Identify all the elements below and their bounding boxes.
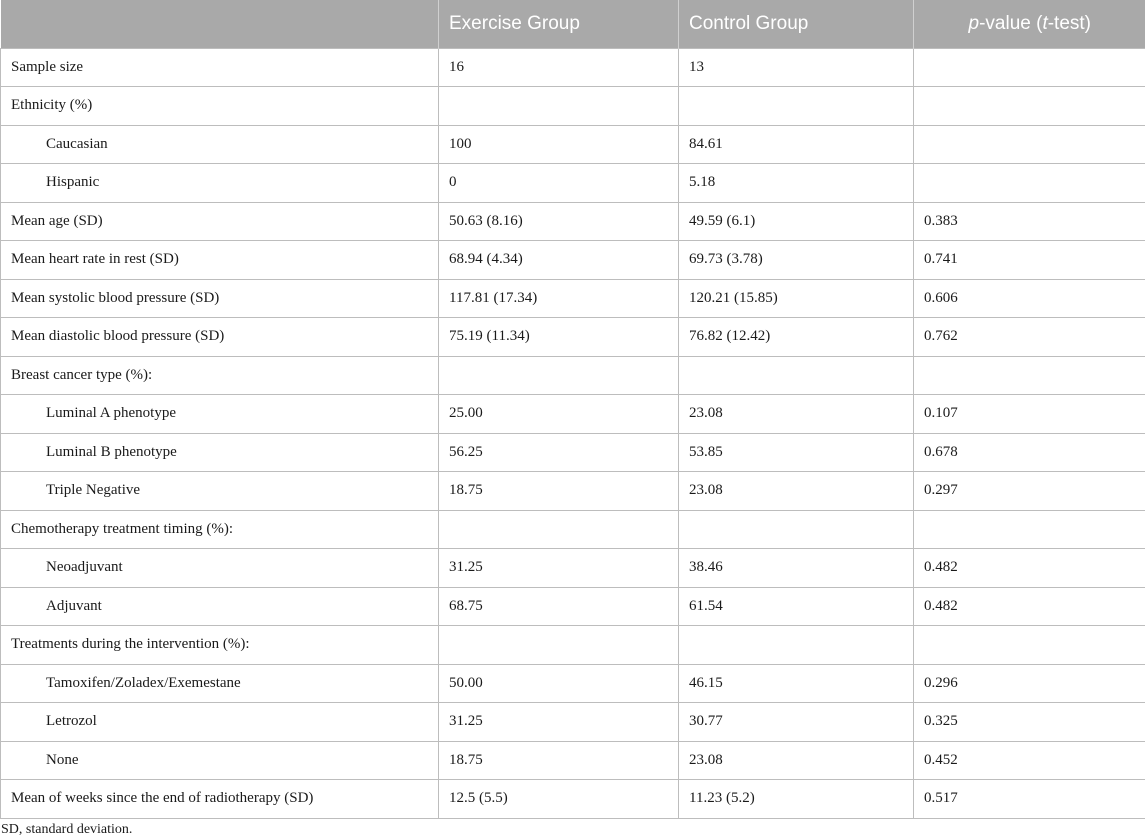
header-p-letter: p: [968, 12, 980, 34]
cell-exercise-group: 56.25: [439, 433, 679, 472]
cell-exercise-group: 68.75: [439, 587, 679, 626]
table-header-row: [1, 0, 1145, 48]
row-label: Treatments during the intervention (%):: [1, 626, 439, 665]
table-row: [1, 279, 1145, 318]
row-label: Adjuvant: [1, 587, 439, 626]
table-row: [1, 549, 1145, 588]
cell-p-value: [914, 48, 1145, 87]
cell-p-value: [914, 87, 1145, 126]
cell-exercise-group: 25.00: [439, 395, 679, 434]
cell-p-value: 0.678: [914, 433, 1145, 472]
cell-p-value: [914, 356, 1145, 395]
cell-p-value: [914, 510, 1145, 549]
cell-exercise-group: 68.94 (4.34): [439, 241, 679, 280]
cell-p-value: 0.325: [914, 703, 1145, 742]
cell-exercise-group: [439, 626, 679, 665]
table-row: [1, 433, 1145, 472]
cell-exercise-group: [439, 510, 679, 549]
cell-control-group: 69.73 (3.78): [679, 241, 914, 280]
cell-p-value: 0.383: [914, 202, 1145, 241]
row-label: Luminal A phenotype: [1, 395, 439, 434]
header-p-value: [914, 0, 1145, 48]
cell-p-value: 0.107: [914, 395, 1145, 434]
table-row: [1, 703, 1145, 742]
cell-p-value: [914, 125, 1145, 164]
row-label: Hispanic: [1, 164, 439, 203]
cell-exercise-group: 0: [439, 164, 679, 203]
cell-exercise-group: [439, 356, 679, 395]
cell-p-value: 0.296: [914, 664, 1145, 703]
cell-control-group: 23.08: [679, 472, 914, 511]
row-label: Caucasian: [1, 125, 439, 164]
header-control-group: Control Group: [679, 0, 914, 48]
table-footnote: SD, standard deviation.: [1, 822, 133, 837]
cell-control-group: [679, 87, 914, 126]
cell-control-group: 84.61: [679, 125, 914, 164]
table-body: [1, 48, 1145, 818]
table-row: [1, 318, 1145, 357]
cell-exercise-group: 18.75: [439, 472, 679, 511]
cell-control-group: 120.21 (15.85): [679, 279, 914, 318]
cell-p-value: 0.741: [914, 241, 1145, 280]
table-row: [1, 510, 1145, 549]
table-row: [1, 48, 1145, 87]
cell-p-value: [914, 626, 1145, 665]
row-label: Mean heart rate in rest (SD): [1, 241, 439, 280]
cell-control-group: 11.23 (5.2): [679, 780, 914, 819]
row-label: Mean age (SD): [1, 202, 439, 241]
cell-exercise-group: 16: [439, 48, 679, 87]
cell-p-value: 0.606: [914, 279, 1145, 318]
row-label: None: [1, 741, 439, 780]
cell-control-group: 23.08: [679, 395, 914, 434]
table-row: [1, 125, 1145, 164]
cell-p-value: 0.482: [914, 587, 1145, 626]
row-label: Tamoxifen/Zoladex/Exemestane: [1, 664, 439, 703]
cell-exercise-group: 12.5 (5.5): [439, 780, 679, 819]
header-t-letter: t: [1042, 12, 1048, 34]
header-p-end: -test): [1047, 12, 1091, 34]
table-row: [1, 741, 1145, 780]
header-p-mid: -value (: [979, 12, 1043, 34]
table-row: [1, 241, 1145, 280]
cell-p-value: 0.517: [914, 780, 1145, 819]
cell-control-group: 53.85: [679, 433, 914, 472]
row-label: Mean systolic blood pressure (SD): [1, 279, 439, 318]
cell-control-group: 61.54: [679, 587, 914, 626]
cell-p-value: 0.452: [914, 741, 1145, 780]
row-label: Letrozol: [1, 703, 439, 742]
header-exercise-group: Exercise Group: [439, 0, 679, 48]
cell-control-group: 30.77: [679, 703, 914, 742]
header-empty: [1, 0, 439, 48]
cell-control-group: [679, 510, 914, 549]
row-label: Sample size: [1, 48, 439, 87]
cell-control-group: 23.08: [679, 741, 914, 780]
cell-exercise-group: 31.25: [439, 549, 679, 588]
cell-control-group: 13: [679, 48, 914, 87]
table-row: [1, 164, 1145, 203]
row-label: Breast cancer type (%):: [1, 356, 439, 395]
row-label: Mean of weeks since the end of radiotherapy (SD): [1, 780, 439, 819]
row-label: Triple Negative: [1, 472, 439, 511]
cell-exercise-group: 31.25: [439, 703, 679, 742]
table-row: [1, 87, 1145, 126]
table-row: [1, 780, 1145, 819]
cell-control-group: 46.15: [679, 664, 914, 703]
cell-p-value: [914, 164, 1145, 203]
cell-exercise-group: 50.63 (8.16): [439, 202, 679, 241]
cell-exercise-group: 50.00: [439, 664, 679, 703]
cell-p-value: 0.762: [914, 318, 1145, 357]
cell-control-group: [679, 626, 914, 665]
table-row: [1, 356, 1145, 395]
cell-control-group: 49.59 (6.1): [679, 202, 914, 241]
table-row: [1, 664, 1145, 703]
row-label: Ethnicity (%): [1, 87, 439, 126]
cell-p-value: 0.482: [914, 549, 1145, 588]
row-label: Neoadjuvant: [1, 549, 439, 588]
cell-exercise-group: 75.19 (11.34): [439, 318, 679, 357]
table-row: [1, 626, 1145, 665]
cell-p-value: 0.297: [914, 472, 1145, 511]
cell-control-group: 5.18: [679, 164, 914, 203]
cell-control-group: 38.46: [679, 549, 914, 588]
table-row: [1, 395, 1145, 434]
row-label: Luminal B phenotype: [1, 433, 439, 472]
table-row: [1, 202, 1145, 241]
cell-control-group: [679, 356, 914, 395]
table-row: [1, 587, 1145, 626]
cell-exercise-group: [439, 87, 679, 126]
row-label: Chemotherapy treatment timing (%):: [1, 510, 439, 549]
cell-exercise-group: 117.81 (17.34): [439, 279, 679, 318]
cell-control-group: 76.82 (12.42): [679, 318, 914, 357]
cell-exercise-group: 100: [439, 125, 679, 164]
cell-exercise-group: 18.75: [439, 741, 679, 780]
table-row: [1, 472, 1145, 511]
row-label: Mean diastolic blood pressure (SD): [1, 318, 439, 357]
